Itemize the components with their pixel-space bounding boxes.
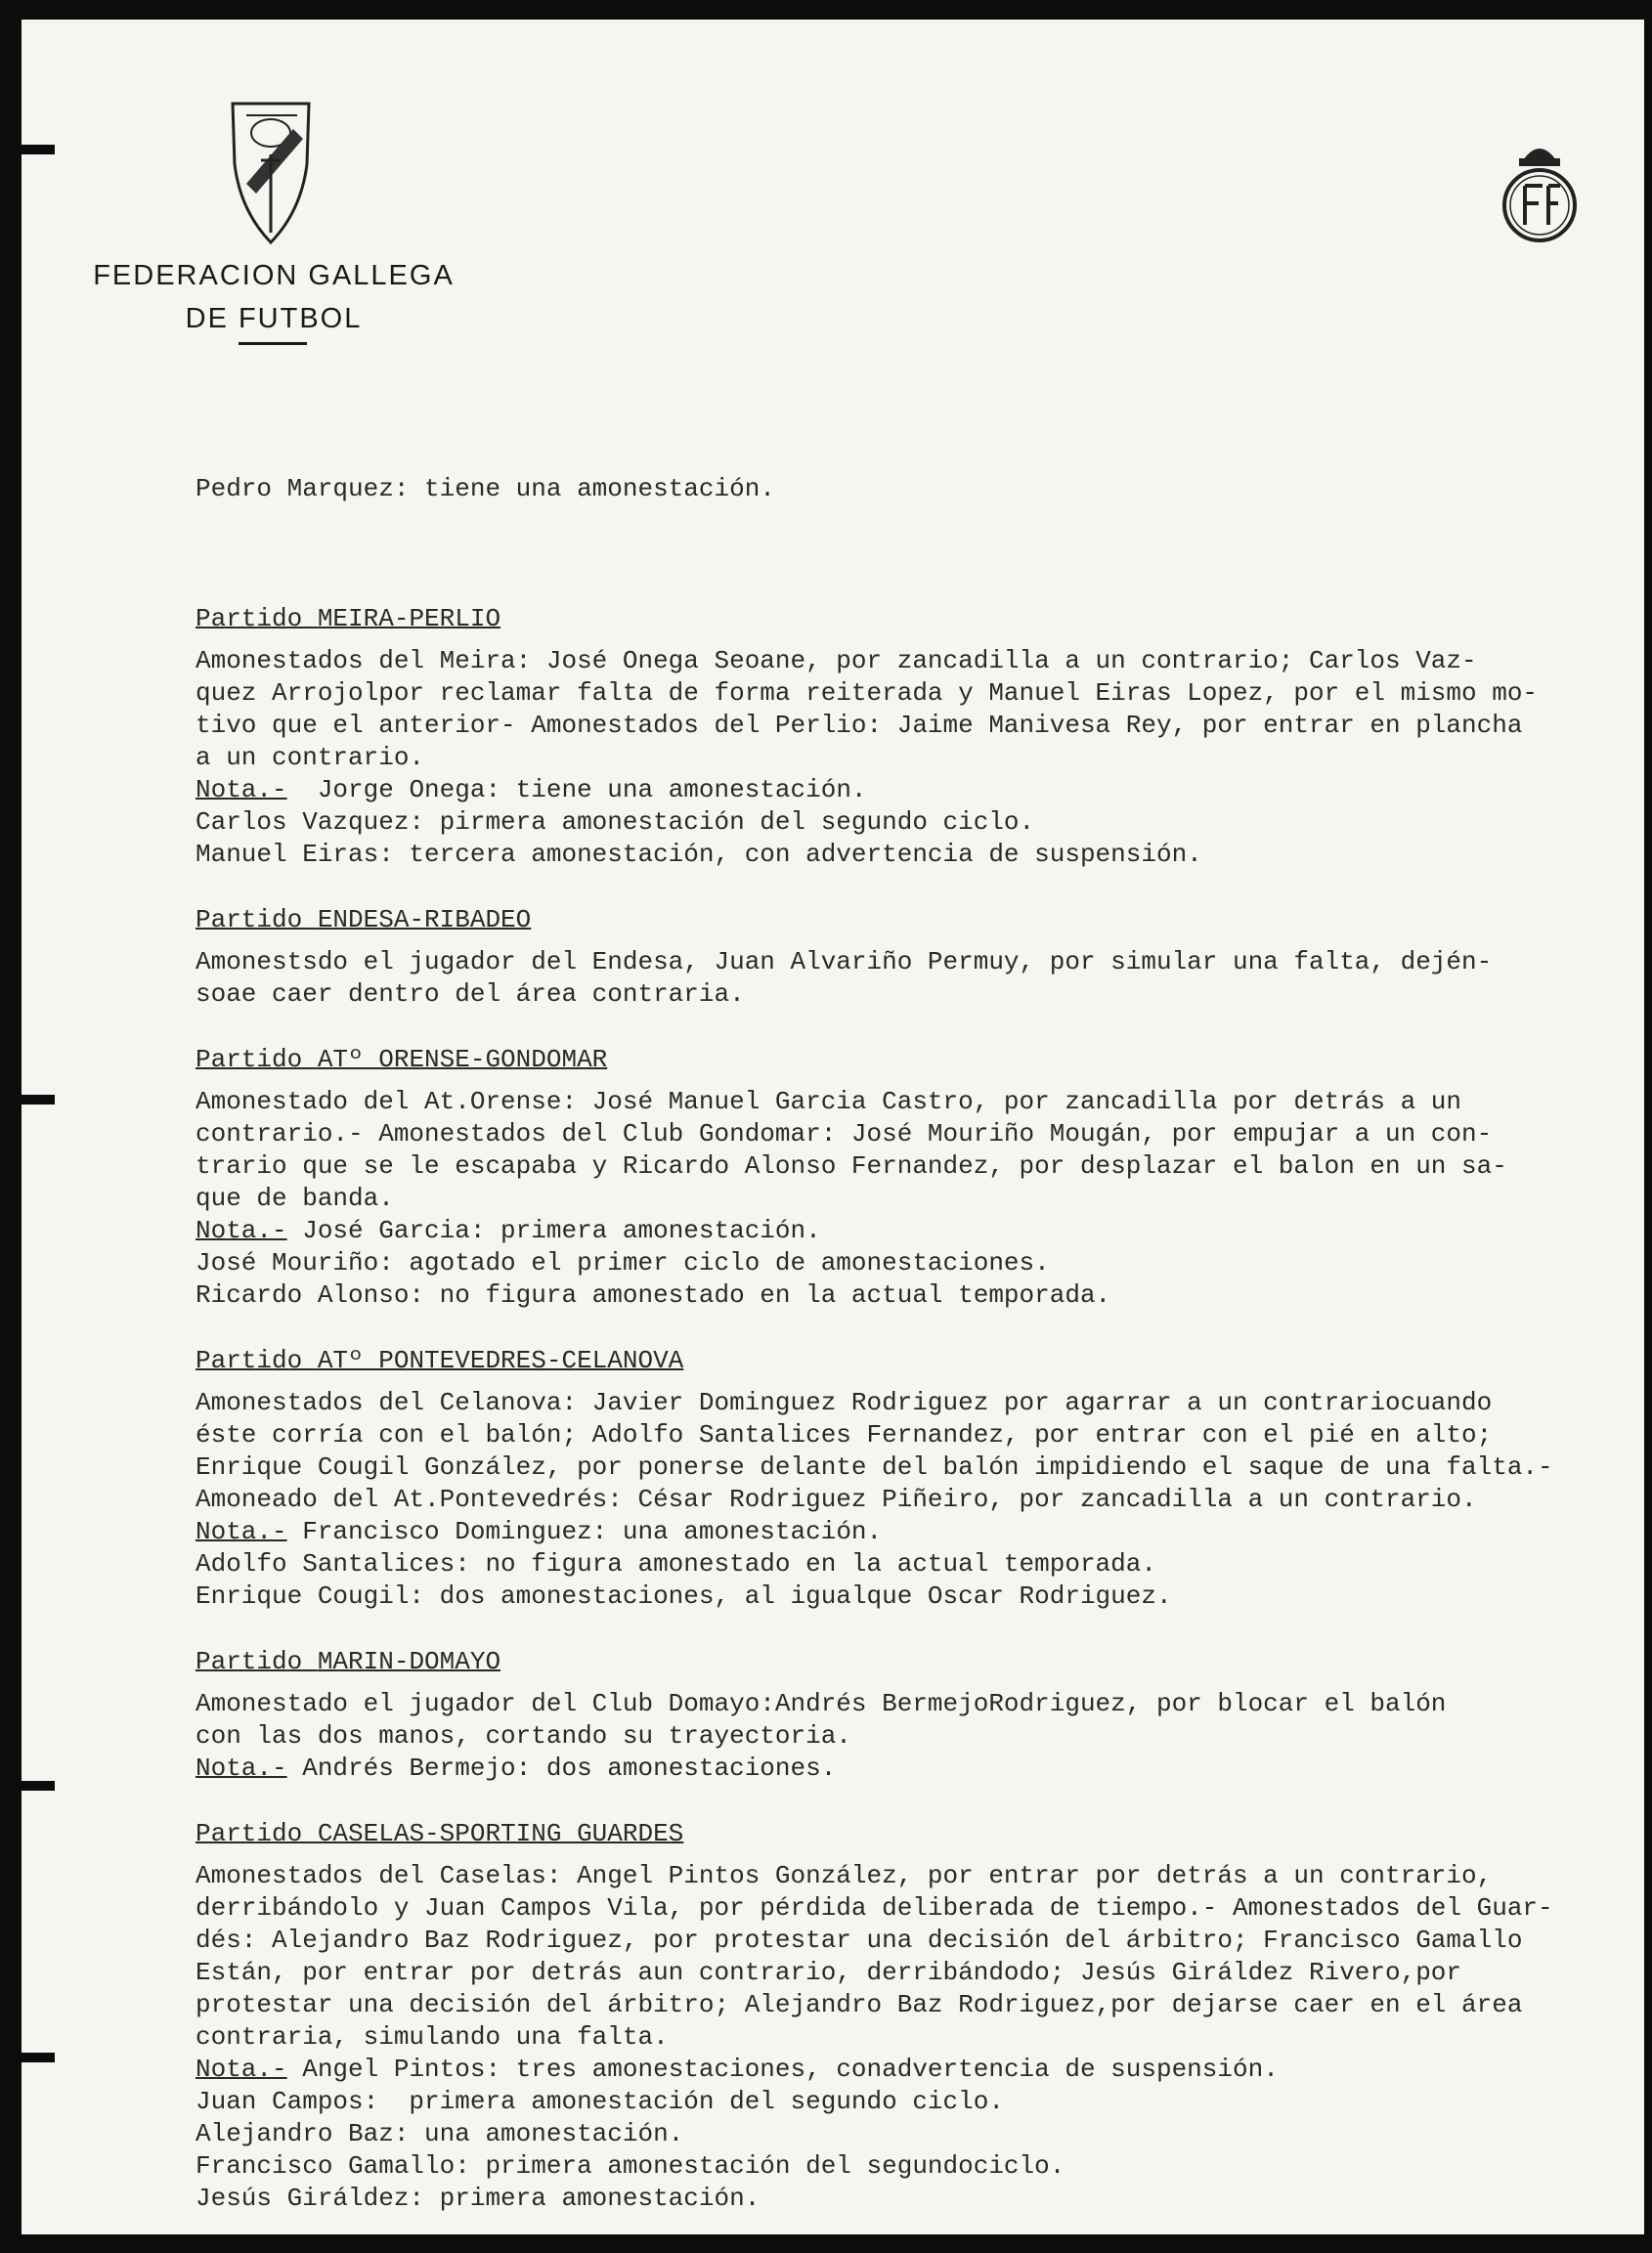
body-line: contraria, simulando una falta. bbox=[196, 2022, 669, 2052]
nota-label: Nota.- bbox=[196, 1754, 287, 1783]
heading-match: ATº ORENSE-GONDOMAR bbox=[317, 1045, 608, 1074]
nota-label: Nota.- bbox=[196, 1216, 287, 1245]
nota-line bbox=[196, 1516, 1642, 1548]
body-line: Amonestado el jugador del Club Domayo:Andrés BermejoRodriguez, por blocar el balón bbox=[196, 1689, 1447, 1718]
body-line: soae caer dentro del área contraria. bbox=[196, 979, 745, 1009]
body-line: Amoneado del At.Pontevedrés: César Rodriguez Piñeiro, por zancadilla a un contrario. bbox=[196, 1485, 1477, 1514]
intro-line: Pedro Marquez: tiene una amonestación. bbox=[196, 474, 775, 503]
match-heading-text bbox=[196, 1819, 683, 1848]
letterhead-rule bbox=[239, 342, 307, 345]
nota-line bbox=[196, 2054, 1642, 2086]
heading-match: ENDESA-RIBADEO bbox=[317, 905, 532, 934]
heading-prefix: Partido bbox=[196, 1647, 318, 1676]
heading-match: MEIRA-PERLIO bbox=[317, 604, 501, 633]
federation-name bbox=[78, 254, 469, 340]
document-body bbox=[196, 409, 1642, 2215]
body-line: Amonestados del Meira: José Onega Seoane, por zancadilla a un contrario; Carlos Vaz- bbox=[196, 646, 1477, 675]
body-line: trario que se le escapaba y Ricardo Alonso Fernandez, por desplazar el balon en un sa- bbox=[196, 1151, 1507, 1181]
body-line: contrario.- Amonestados del Club Gondomar: José Mouriño Mougán, por empujar a un con- bbox=[196, 1119, 1493, 1148]
nota-detail-line: Juan Campos: primera amonestación del segundo ciclo. bbox=[196, 2087, 1004, 2116]
nota-detail-line: Jesús Giráldez: primera amonestación. bbox=[196, 2184, 761, 2213]
heading-prefix: Partido bbox=[196, 604, 318, 633]
match-heading bbox=[196, 904, 1642, 936]
match-heading bbox=[196, 1646, 1642, 1678]
match-heading bbox=[196, 603, 1642, 635]
body-line: Amonestsdo el jugador del Endesa, Juan Alvariño Permuy, por simular una falta, dején- bbox=[196, 947, 1493, 976]
hole-punch-mark bbox=[22, 145, 55, 154]
match-heading bbox=[196, 1818, 1642, 1850]
match-heading-text bbox=[196, 604, 500, 633]
body-line: Enrique Cougil González, por ponerse delante del balón impidiendo el saque de una falta.- bbox=[196, 1452, 1553, 1482]
hole-punch-mark bbox=[22, 1095, 55, 1105]
heading-match: CASELAS-SPORTING GUARDES bbox=[317, 1819, 684, 1848]
heading-match: ATº PONTEVEDRES-CELANOVA bbox=[317, 1346, 684, 1375]
heading-prefix: Partido bbox=[196, 1045, 318, 1074]
document-page bbox=[22, 20, 1644, 2234]
nota-text: Francisco Dominguez: una amonestación. bbox=[286, 1517, 883, 1546]
body-line: a un contrario. bbox=[196, 743, 425, 772]
heading-match: MARIN-DOMAYO bbox=[317, 1647, 501, 1676]
body-line: tivo que el anterior- Amonestados del Perlio: Jaime Manivesa Rey, por entrar en plancha bbox=[196, 711, 1523, 740]
nota-label: Nota.- bbox=[196, 1517, 287, 1546]
rfef-crest-icon bbox=[1496, 135, 1584, 250]
body-line: Están, por entrar por detrás aun contrario, derribándodo; Jesús Giráldez Rivero,por bbox=[196, 1958, 1462, 1987]
nota-detail-line: Alejandro Baz: una amonestación. bbox=[196, 2119, 684, 2148]
match-heading bbox=[196, 1345, 1642, 1377]
body-line: Amonestados del Caselas: Angel Pintos González, por entrar por detrás a un contrario, bbox=[196, 1861, 1493, 1890]
heading-prefix: Partido bbox=[196, 1819, 318, 1848]
heading-prefix: Partido bbox=[196, 905, 318, 934]
match-heading-text bbox=[196, 905, 531, 934]
nota-line bbox=[196, 774, 1642, 806]
match-heading-text bbox=[196, 1647, 500, 1676]
federation-name-line2: DE FUTBOL bbox=[185, 303, 363, 334]
nota-detail-line: Enrique Cougil: dos amonestaciones, al igualque Oscar Rodriguez. bbox=[196, 1581, 1172, 1611]
nota-detail-line: Ricardo Alonso: no figura amonestado en la actual temporada. bbox=[196, 1280, 1111, 1310]
nota-text: Angel Pintos: tres amonestaciones, conadvertencia de suspensión. bbox=[286, 2055, 1279, 2084]
nota-label: Nota.- bbox=[196, 2055, 287, 2084]
hole-punch-mark bbox=[22, 1781, 55, 1791]
nota-text: Jorge Onega: tiene una amonestación. bbox=[286, 775, 867, 804]
nota-line bbox=[196, 1215, 1642, 1247]
nota-detail-line: Francisco Gamallo: primera amonestación del segundociclo. bbox=[196, 2151, 1065, 2181]
body-line: quez Arrojolpor reclamar falta de forma reiterada y Manuel Eiras Lopez, por el mismo mo- bbox=[196, 678, 1539, 708]
heading-prefix: Partido bbox=[196, 1346, 318, 1375]
hole-punch-mark bbox=[22, 2053, 55, 2062]
federation-name-line1: FEDERACION GALLEGA bbox=[93, 260, 455, 291]
nota-detail-line: Manuel Eiras: tercera amonestación, con advertencia de suspensión. bbox=[196, 840, 1202, 869]
nota-text: Andrés Bermejo: dos amonestaciones. bbox=[286, 1754, 837, 1783]
body-line: Amonestado del At.Orense: José Manuel Garcia Castro, por zancadilla por detrás a un bbox=[196, 1087, 1462, 1116]
body-line: que de banda. bbox=[196, 1184, 394, 1213]
body-line: Amonestados del Celanova: Javier Dominguez Rodriguez por agarrar a un contrariocuando bbox=[196, 1388, 1493, 1417]
match-heading bbox=[196, 1044, 1642, 1076]
body-line: éste corría con el balón; Adolfo Santalices Fernandez, por entrar con el pié en alto; bbox=[196, 1420, 1493, 1450]
nota-line bbox=[196, 1753, 1642, 1785]
nota-detail-line: José Mouriño: agotado el primer ciclo de amonestaciones. bbox=[196, 1248, 1050, 1278]
match-heading-text bbox=[196, 1346, 683, 1375]
nota-detail-line: Adolfo Santalices: no figura amonestado en la actual temporada. bbox=[196, 1549, 1156, 1579]
federacion-gallega-crest-icon bbox=[229, 96, 313, 250]
nota-label: Nota.- bbox=[196, 775, 287, 804]
body-line: derribándolo y Juan Campos Vila, por pérdida deliberada de tiempo.- Amonestados del Guar- bbox=[196, 1893, 1553, 1923]
body-line: protestar una decisión del árbitro; Alejandro Baz Rodriguez,por dejarse caer en el área bbox=[196, 1990, 1523, 2019]
nota-text: José Garcia: primera amonestación. bbox=[286, 1216, 821, 1245]
nota-detail-line: Carlos Vazquez: pirmera amonestación del segundo ciclo. bbox=[196, 807, 1035, 837]
body-line: dés: Alejandro Baz Rodriguez, por protestar una decisión del árbitro; Francisco Gamallo bbox=[196, 1926, 1523, 1955]
body-line: con las dos manos, cortando su trayectoria. bbox=[196, 1721, 851, 1751]
match-heading-text bbox=[196, 1045, 607, 1074]
